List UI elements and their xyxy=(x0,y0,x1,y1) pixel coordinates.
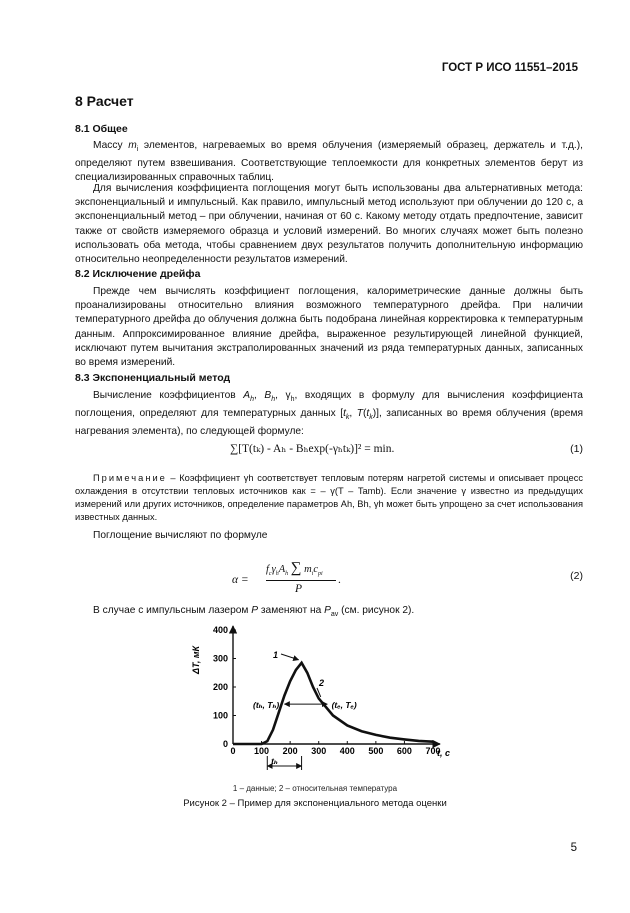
equation-2-number: (2) xyxy=(570,570,583,582)
y-axis-label: ΔT, мК xyxy=(191,645,201,675)
x-tick-label: 500 xyxy=(368,746,384,756)
paragraph-exponential-3: В случае с импульсным лазером P заменяют на $P_{av}$ (см. рисунок 2). xyxy=(93,605,415,619)
equation-1-number: (1) xyxy=(570,443,583,455)
figure-legend-caption: 1 – данные; 2 – относительная температура xyxy=(232,784,398,793)
x-tick-label: 200 xyxy=(282,746,298,756)
y-tick-label: 300 xyxy=(212,653,228,664)
subsection-title-general: 8.1 Общее xyxy=(75,123,128,135)
subsection-title-exponential: 8.3 Экспоненциальный метод xyxy=(75,372,231,384)
subsection-title-drift: 8.2 Исключение дрейфа xyxy=(75,268,201,280)
note: Примечание – Коэффициент γh соответствует тепловым потерям нагретой системы и описывает процесс охлаждения в отсутствии тепловых источников как = – γ(T – Tamb). Если значение γ известно из предыдущих измерений или других источников, определение параметров Ah, Bh, γh может быть упрощено за счет использования известных данных. xyxy=(75,473,583,522)
chart-axes xyxy=(233,626,440,744)
y-tick-label: 400 xyxy=(212,625,228,635)
paragraph-drift: Прежде чем вычислять коэффициент поглощения, калориметрические данные должны быть проанализированы относительно влияния возможного температурного дрейфа. При наличии температурного дрейфа до облучения должна быть подобрана линейная корректировка к температурным данным. Аппроксимированное влияние дрейфа, выраженное результирующей линейной функцией, исключают путем вычитания экстраполированных значений из ряда температурных данных, записанных во время измерений. xyxy=(75,286,583,369)
equation-1: ∑[T(tₖ) - Aₕ - Bₕexp(-γₕtₖ)]² = min. xyxy=(230,443,395,455)
x-tick-label: 100 xyxy=(254,746,270,756)
x-tick-label: 300 xyxy=(311,746,327,756)
paragraph-general-1: Массу $m_i$ элементов, нагреваемых во время облучения (измеряемый образец, держатель и т.д.), определяют путем взвешивания. Соответствующие теплоемкости для конкретных элементов берут из специализированных справочных таблиц. xyxy=(75,140,583,184)
figure-caption: Рисунок 2 – Пример для экспоненциального метода оценки xyxy=(183,798,447,809)
x-tick-label: 700 xyxy=(425,746,441,756)
annotation-point-h: (tₕ, Tₕ) xyxy=(253,700,280,711)
page-number: 5 xyxy=(570,842,577,854)
figure-2-chart xyxy=(185,620,455,780)
equation-2: α = $f_c\gamma_hA_h$ ∑ $m_ic_{pi}$ P . xyxy=(232,560,341,595)
annotation-label-2: 2 xyxy=(319,678,325,688)
x-tick-label: 600 xyxy=(396,746,412,756)
chart-ticks xyxy=(191,625,450,758)
x-tick-label: 400 xyxy=(339,746,355,756)
x-tick-label: 0 xyxy=(230,746,236,756)
document-header: ГОСТ Р ИСО 11551–2015 xyxy=(441,62,578,74)
x-axis-label: t, с xyxy=(436,748,450,758)
y-tick-label: 200 xyxy=(212,682,228,692)
annotation-point-e: (tₑ, Tₑ) xyxy=(331,700,357,711)
section-title: 8 Расчет xyxy=(75,93,134,109)
interval-label: tₕ xyxy=(271,756,278,766)
y-tick-label: 100 xyxy=(212,710,228,721)
paragraph-exponential-2: Поглощение вычисляют по формуле xyxy=(93,530,268,541)
annotation-arrow-1 xyxy=(281,654,299,660)
annotation-label-1: 1 xyxy=(273,650,279,660)
paragraph-exponential-1: Вычисление коэффициентов $A_h$, $B_h$, $\gamma_h$, входящих в формулу для вычисления коэффициента поглощения, определяют для температурных данных [$t_k$, $T(t_k)$], записанных во время облучения (время нагревания элемента), по следующей формуле: xyxy=(75,390,583,438)
paragraph-general-2: Для вычисления коэффициента поглощения могут быть использованы два альтернативных метода: экспоненциальный и импульсный. Как правило, импульсный метод используют при облучении до 120 с, а экспоненциальный метод – при облучении, начиная от 60 с. Какому методу отдать предпочтение, зависит также от свойств измеряемого образца и условий измерений. Во многих случаях может быть полезно использовать оба метода, чтобы сравнением двух результатов получить дополнительную информацию относительно неопределенности результатов измерений. xyxy=(75,183,583,266)
y-tick-label: 0 xyxy=(222,739,228,749)
